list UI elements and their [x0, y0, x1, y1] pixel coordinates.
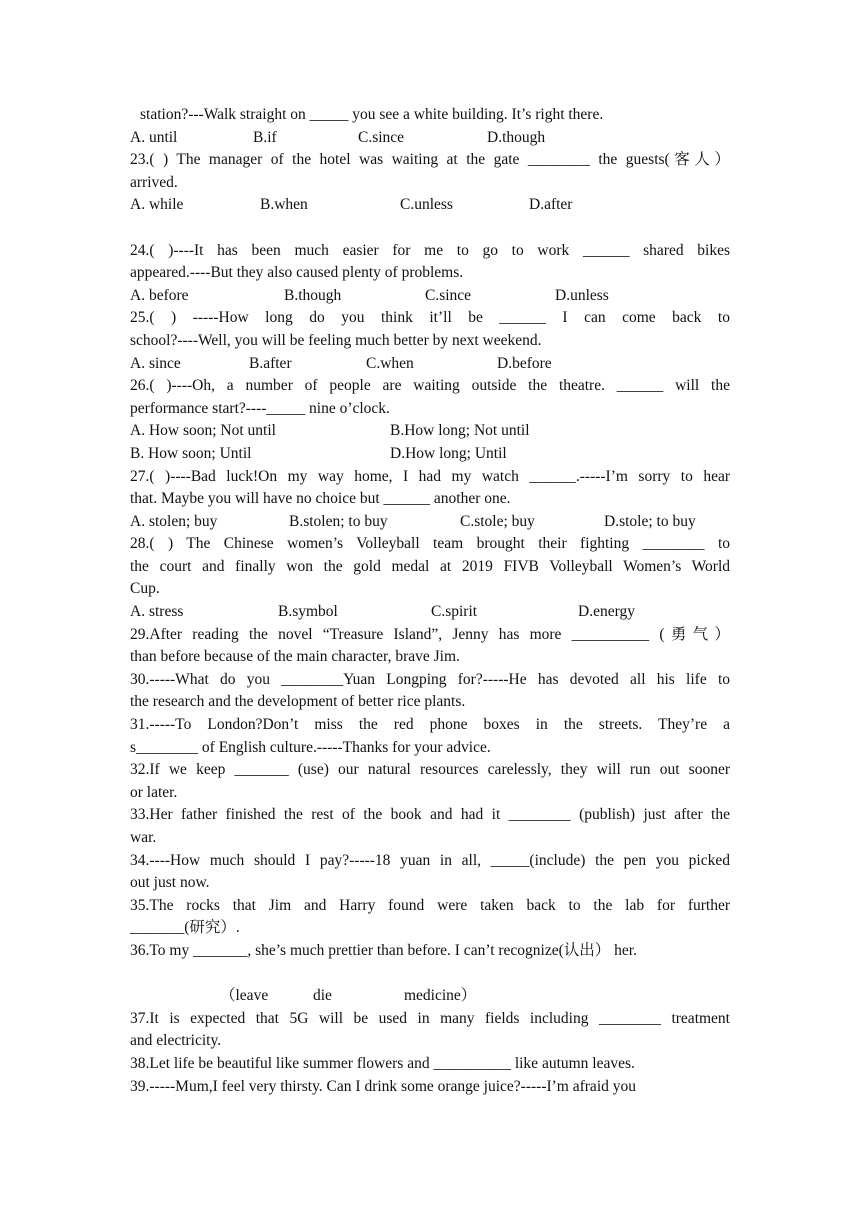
- q28-text: 28.( ) The Chinese women’s Volleyball team brought their fighting ________ to: [130, 535, 730, 553]
- q23-options: [130, 194, 730, 217]
- q24-text: 24.( )----It has been much easier for me to go to work ______ shared bikes: [130, 241, 730, 259]
- q27-option-b: B.stolen; to buy: [289, 512, 388, 530]
- q22-option-c: C.since: [358, 128, 405, 146]
- worksheet-page: [130, 104, 730, 1098]
- q24-option-c: C.since: [425, 286, 472, 304]
- q32-text-cont: or later.: [130, 783, 178, 801]
- q28-option-a: A. stress: [130, 603, 184, 621]
- q30-text-cont: the research and the development of better rice plants.: [130, 693, 466, 711]
- q29-text-cont: than before because of the main character, brave Jim.: [130, 648, 460, 666]
- spacer: [130, 963, 730, 986]
- q25-option-a: A. since: [130, 354, 181, 372]
- q33-text-cont: war.: [130, 829, 157, 846]
- q25-option-c: C.when: [366, 354, 414, 372]
- q37-text-cont: and electricity.: [130, 1032, 222, 1050]
- word-box-item-die: die: [313, 987, 332, 1005]
- q30-text: 30.-----What do you ________Yuan Longping for?-----He has devoted all his life to: [130, 670, 730, 688]
- q28-option-c: C.spirit: [431, 603, 478, 621]
- q22-option-a: A. until: [130, 128, 178, 146]
- q27-text-cont: that. Maybe you will have no choice but ______ another one.: [130, 490, 511, 508]
- q25-option-b: B.after: [249, 354, 292, 372]
- q24-option-a: A. before: [130, 286, 189, 304]
- q23-option-c: C.unless: [400, 196, 453, 214]
- q26-text-cont: performance start?----_____ nine o’clock.: [130, 399, 390, 417]
- q22-option-d: D.though: [487, 128, 546, 146]
- q28-options: [130, 601, 730, 624]
- q34-text-cont: out just now.: [130, 874, 210, 892]
- q26-option-a: A. How soon; Not until: [130, 422, 276, 440]
- q22-text: station?---Walk straight on _____ you see a white building. It’s right there.: [140, 106, 604, 123]
- q28-text-cont: the court and finally won the gold medal at 2019 FIVB Volleyball Women’s World: [130, 557, 730, 575]
- q35-text: 35.The rocks that Jim and Harry found were taken back to the lab for further: [130, 896, 730, 914]
- q25-text-cont: school?----Well, you will be feeling much better by next weekend.: [130, 331, 542, 349]
- q26-options-row1: [130, 420, 730, 443]
- q31-text: 31.-----To London?Don’t miss the red phone boxes in the streets. They’re a: [130, 716, 730, 734]
- q22-option-b: B.if: [253, 128, 277, 146]
- q37-text: 37.It is expected that 5G will be used in many fields including ________ treatment: [130, 1009, 730, 1027]
- q31-text-cont: s________ of English culture.-----Thanks for your advice.: [130, 738, 491, 756]
- q38-text: 38.Let life be beautiful like summer flowers and __________ like autumn leaves.: [130, 1054, 635, 1072]
- q36-text: 36.To my _______, she’s much prettier than before. I can’t recognize(认出） her.: [130, 941, 637, 959]
- q27-options: [130, 511, 730, 534]
- q33-text: 33.Her father finished the rest of the book and had it ________ (publish) just after the: [130, 806, 730, 824]
- q28-text-cont2: Cup.: [130, 580, 160, 598]
- q24-option-b: B.though: [284, 286, 342, 304]
- q28-option-b: B.symbol: [278, 603, 338, 621]
- q27-option-d: D.stole; to buy: [604, 512, 696, 530]
- q27-option-a: A. stolen; buy: [130, 512, 218, 530]
- q24-text-cont: appeared.----But they also caused plenty of problems.: [130, 264, 464, 282]
- q26-text: 26.( )----Oh, a number of people are waiting outside the theatre. ______ will the: [130, 377, 730, 395]
- q26-option-b: B.How long; Not until: [390, 422, 530, 440]
- q29-text: 29.After reading the novel “Treasure Island”, Jenny has more __________ (勇气）: [130, 625, 730, 643]
- q25-options: [130, 353, 730, 376]
- spacer: [130, 217, 730, 240]
- q23-text-cont: arrived.: [130, 173, 178, 191]
- q23-option-d: D.after: [529, 196, 573, 214]
- q23-option-b: B.when: [260, 196, 308, 214]
- q23-option-a: A. while: [130, 196, 184, 214]
- q22-options: [130, 127, 730, 150]
- q39-text: 39.-----Mum,I feel very thirsty. Can I drink some orange juice?-----I’m afraid you: [130, 1077, 636, 1095]
- q26-option-c: B. How soon; Until: [130, 444, 252, 462]
- q24-options: [130, 285, 730, 308]
- q32-text: 32.If we keep _______ (use) our natural resources carelessly, they will run out sooner: [130, 761, 730, 779]
- q27-option-c: C.stole; buy: [460, 512, 535, 530]
- q24-option-d: D.unless: [555, 286, 609, 304]
- q25-option-d: D.before: [497, 354, 552, 372]
- q35-text-cont: _______(研究）.: [130, 919, 240, 937]
- word-box-item-medicine: medicine）: [404, 987, 477, 1005]
- q26-options-row2: [130, 443, 730, 466]
- q27-text: 27.( )----Bad luck!On my way home, I had my watch ______.-----I’m sorry to hear: [130, 467, 730, 485]
- q25-text: 25.( ) -----How long do you think it’ll be ______ I can come back to: [130, 309, 730, 327]
- q28-option-d: D.energy: [578, 603, 635, 621]
- word-box-item-leave: （leave: [220, 987, 269, 1005]
- word-box: [130, 985, 730, 1008]
- q34-text: 34.----How much should I pay?-----18 yuan in all, _____(include) the pen you picked: [130, 851, 730, 869]
- q26-option-d: D.How long; Until: [390, 444, 507, 462]
- q23-text: 23.( ) The manager of the hotel was waiting at the gate ________ the guests(客人）: [130, 151, 730, 169]
